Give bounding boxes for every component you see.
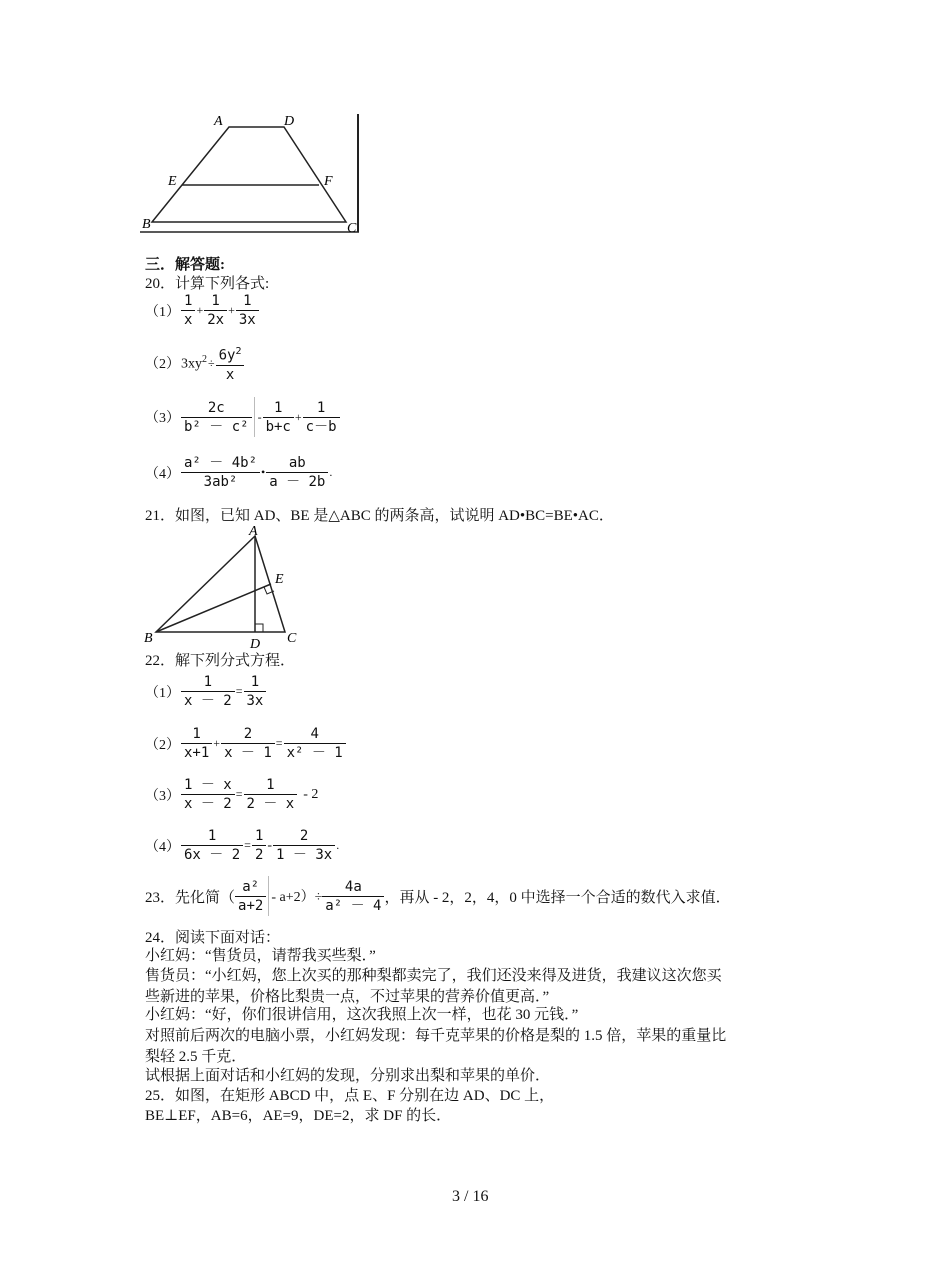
q25-line: 25．如图，在矩形 ABCD 中，点 E、F 分别在边 AD、DC 上， [145,1088,555,1104]
fraction: $\frac{1}{2x}$ [204,292,227,329]
q22-part3: （3） $\frac{1 - x}{x - 2}$ = $\frac{1}{2 - x}$ - 2 [145,777,319,812]
fraction: $\frac{1 - x}{x - 2}$ [181,776,235,813]
vertex-label-E: E [168,174,177,189]
fraction: $\frac{2}{1 - 3x}$ [273,827,335,864]
vertex-label-C: C [347,221,357,236]
q24-line: 小红妈：“好，你们很讲信用，这次我照上次一样，也花 30 元钱．” [145,1007,579,1023]
fraction: $\frac{1}{b+c}$ [263,399,294,436]
q25-line: BE⊥EF，AB=6，AE=9，DE=2，求 DF 的长． [145,1108,452,1124]
fraction: $\frac{1}{2 - x}$ [244,776,298,813]
vertex-label-F: F [324,174,333,189]
q20-p1-label: （1） [145,304,180,320]
q22-p2-label: （2） [145,737,180,753]
triangle-figure [138,522,308,652]
q22-p4-label: （4） [145,839,180,855]
q24-line: 些新进的苹果，价格比梨贵一点，不过苹果的营养价值更高．” [145,989,550,1005]
q21-text: 21．如图，已知 AD、BE 是△ABC 的两条高，试说明 AD•BC=BE•AC． [145,508,614,524]
fraction: $\frac{\text{a²}}{a+2}$ [235,878,266,915]
fraction: $\frac{6y^2}{x}$ [216,343,245,384]
q22-part1: （1） $\frac{1}{x - 2}$ = $\frac{1}{3x}$ [145,673,266,710]
q22-title: 22．解下列分式方程． [145,653,296,669]
q22-p1-label: （1） [145,685,180,701]
q24-line: 梨轻 2.5 千克． [145,1049,247,1065]
q20-p2-prefix: $3xy^2$ [181,354,207,372]
q20-p3-label: （3） [145,411,180,426]
q20-part2: $(2)3xy^2\div$ $\frac{6y^2}{x}$ [145,343,244,384]
q23: 23．先化简（ $\frac{\text{a²}}{a+2}$ - a+2）÷ $\frac{4a}{\text{a² － 4}}$ ，再从 - 2，2，4，0 中选择一个合适的数代入求值． [145,876,731,916]
vertex-label-C: C [287,631,297,646]
fraction: $\frac{4}{\text{x² － 1}}$ [284,725,346,762]
page-number: 3 / 16 [452,1188,489,1205]
q24-line: 对照前后两次的电脑小票，小红妈发现：每千克苹果的价格是梨的 1.5 倍，苹果的重量比 [145,1028,727,1044]
q24-line: 小红妈：“售货员，请帮我买些梨．” [145,948,376,964]
fraction: $\frac{1}{x}$ [181,292,195,329]
vertex-label-B: B [142,217,151,232]
vertex-label-A: A [214,114,223,129]
section-title: 三．解答题: [145,257,225,273]
q20-p2-label: （2） [145,357,180,373]
fraction: $\frac{1}{2}$ [252,827,266,864]
vertex-label-B: B [144,631,153,646]
trapezoid-figure [138,108,368,238]
fraction: $\frac{2}{x - 1}$ [221,725,275,762]
fraction: $\frac{1}{6x - 2}$ [181,827,243,864]
fraction: $\frac{2c}{\text{b² － c²}}$ [181,399,252,436]
q20-p4-label: （4） [145,466,180,482]
vertex-label-D: D [250,637,261,652]
fraction: $\frac{1}{x - 2}$ [181,673,235,710]
fraction: $\frac{\text{a² － 4b²}}{\text{3ab²}}$ [181,454,260,491]
q22-part2: （2） $\frac{1}{x+1}$ + $\frac{2}{x - 1}$ = $\frac{4}{\text{x² － 1}}$ [145,725,346,762]
q24-line: 24．阅读下面对话： [145,930,281,946]
q24-line: 售货员：“小红妈，您上次买的那种梨都卖完了，我们还没来得及进货，我建议这次您买 [145,968,722,984]
q22-part4: （4） $\frac{1}{6x - 2}$ = $\frac{1}{2}$ - $\frac{2}{1 - 3x}$ . [145,828,340,863]
q24-line: 试根据上面对话和小红妈的发现，分别求出梨和苹果的单价． [145,1068,551,1084]
q20-part3: （3） $\frac{2c}{\text{b² － c²}}$ - $\frac{1}{b+c}$ + $\frac{1}{c-b}$ [145,397,340,437]
fraction: $\frac{1}{3x}$ [244,673,267,710]
q22-p3-label: （3） [145,788,180,804]
fraction: $\frac{1}{3x}$ [236,292,259,329]
vertex-label-D: D [284,114,295,129]
vertex-label-E: E [275,572,284,587]
fraction: $\frac{1}{x+1}$ [181,725,212,762]
vertex-label-A: A [249,524,258,539]
q20-title: 20．计算下列各式: [145,276,270,292]
fraction: $\frac{1}{c-b}$ [303,399,340,436]
fraction: $\frac{ab}{a - 2b}$ [266,454,328,491]
q20-part4: （4） $\frac{\text{a² － 4b²}}{\text{3ab²}}$ • $\frac{ab}{a - 2b}$ . [145,455,333,490]
q20-part1: （1） $\frac{1}{x}$ + $\frac{1}{2x}$ + $\frac{1}{3x}$ [145,292,259,329]
fraction: $\frac{4a}{\text{a² － 4}}$ [322,878,384,915]
